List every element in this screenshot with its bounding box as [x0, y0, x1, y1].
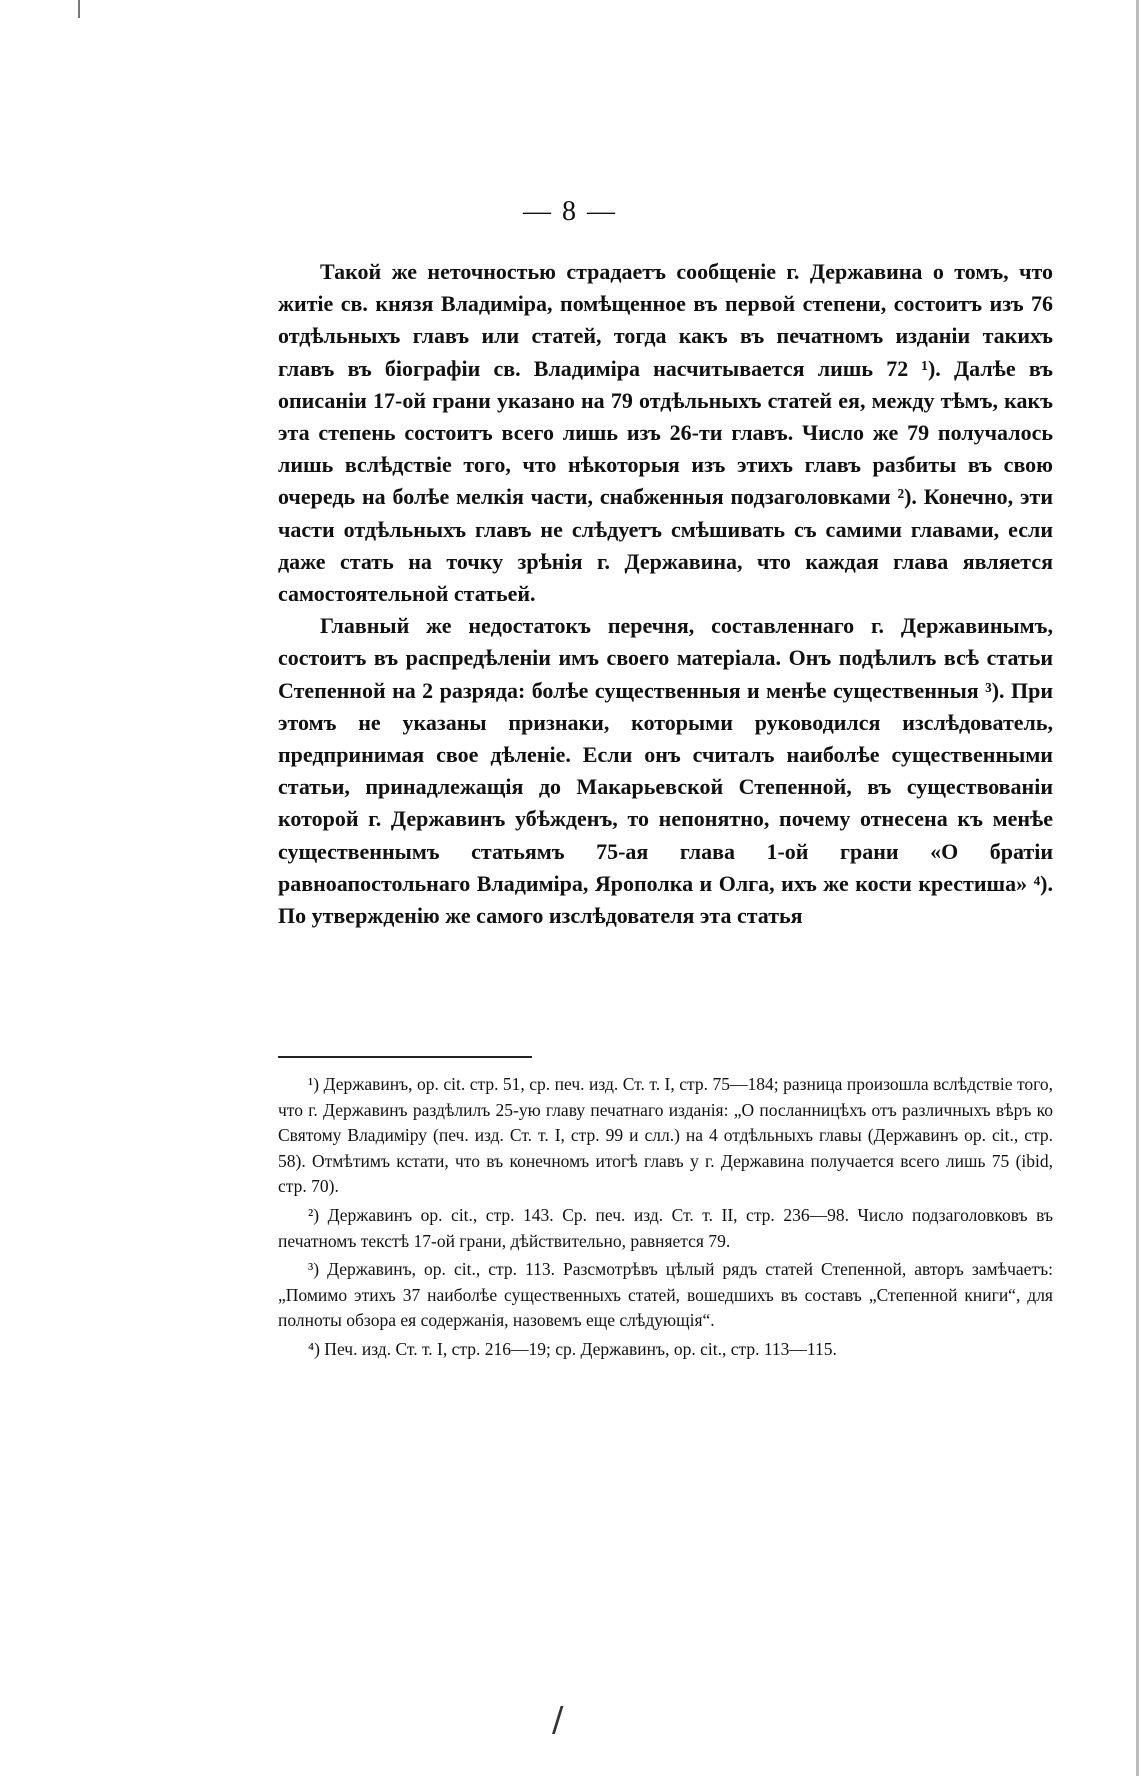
footnote-divider	[278, 1056, 532, 1058]
bottom-scan-mark: /	[552, 1700, 564, 1740]
paragraph: Такой же неточностью страдаетъ сообщеніе г. Державина о томъ, что житіе св. князя Владиміра, помѣщенное въ первой степени, состоитъ изъ 76 отдѣльныхъ главъ или статей, тогда какъ въ печатномъ изданіи такихъ главъ въ біографіи св. Владиміра насчитывается лишь 72 ¹). Далѣе въ описаніи 17-ой грани указано на 79 отдѣльныхъ статей ея, между тѣмъ, какъ эта степень состоитъ всего лишь изъ 26-ти главъ. Число же 79 получалось лишь вслѣдствіе того, что нѣкоторыя изъ этихъ главъ разбиты въ свою очередь на болѣе мелкія части, снабженныя подзаголовками ²). Конечно, эти части отдѣльныхъ главъ не слѣдуетъ смѣшивать съ самими главами, если даже стать на точку зрѣнія г. Державина, что каждая глава является самостоятельной статьей.	[278, 259, 1053, 607]
page-number: — 8 —	[523, 196, 617, 227]
body-text	[278, 256, 1053, 932]
footnotes	[278, 1072, 1053, 1366]
scan-edge-mark	[1136, 0, 1139, 1776]
footnote: ²) Державинъ op. cit., стр. 143. Ср. печ. изд. Ст. т. II, стр. 236—98. Число подзаголовковъ въ печатномъ текстѣ 17-ой грани, дѣйствительно, равняется 79.	[278, 1204, 1053, 1251]
footnote: ³) Державинъ, op. cit., стр. 113. Разсмотрѣвъ цѣлый рядъ статей Степенной, авторъ замѣчаетъ: „Помимо этихъ 37 наиболѣе существенныхъ статей, вошедшихъ въ составъ „Степенной книги“, для полноты обзора ея содержанія, назовемъ еще слѣдующія“.	[278, 1259, 1053, 1331]
footnote: ¹) Державинъ, op. cit. стр. 51, ср. печ. изд. Ст. т. I, стр. 75—184; разница произошла вслѣдствіе того, что г. Державинъ раздѣлилъ 25-ую главу печатнаго изданія: „О посланницѣхъ отъ различныхъ вѣръ ко Святому Владиміру (печ. изд. Ст. т. I, стр. 99 и слл.) на 4 отдѣльныхъ главы (Державинъ op. cit., стр. 58). Отмѣтимъ кстати, что въ конечномъ итогѣ главъ у г. Державина получается всего лишь 75 (ibid, стр. 70).	[278, 1074, 1053, 1197]
paragraph: Главный же недостатокъ перечня, составленнаго г. Державинымъ, состоитъ въ распредѣленіи имъ своего матеріала. Онъ подѣлилъ всѣ статьи Степенной на 2 разряда: болѣе существенныя и менѣе существенныя ³). При этомъ не указаны признаки, которыми руководился изслѣдователь, предпринимая свое дѣленіе. Если онъ считалъ наиболѣе существенными статьи, принадлежащія до Макарьевской Степенной, въ существованіи которой г. Державинъ убѣжденъ, то непонятно, почему отнесена къ менѣе существеннымъ статьямъ 75-ая глава 1-ой грани «О братіи равноапостольнаго Владиміра, Ярополка и Олга, ихъ же кости крестиша» ⁴). По утвержденію же самого изслѣдователя эта статья	[278, 613, 1053, 929]
footnote: ⁴) Печ. изд. Ст. т. I, стр. 216—19; ср. Державинъ, op. cit., стр. 113—115.	[308, 1338, 837, 1359]
scan-edge-mark	[78, 0, 80, 18]
